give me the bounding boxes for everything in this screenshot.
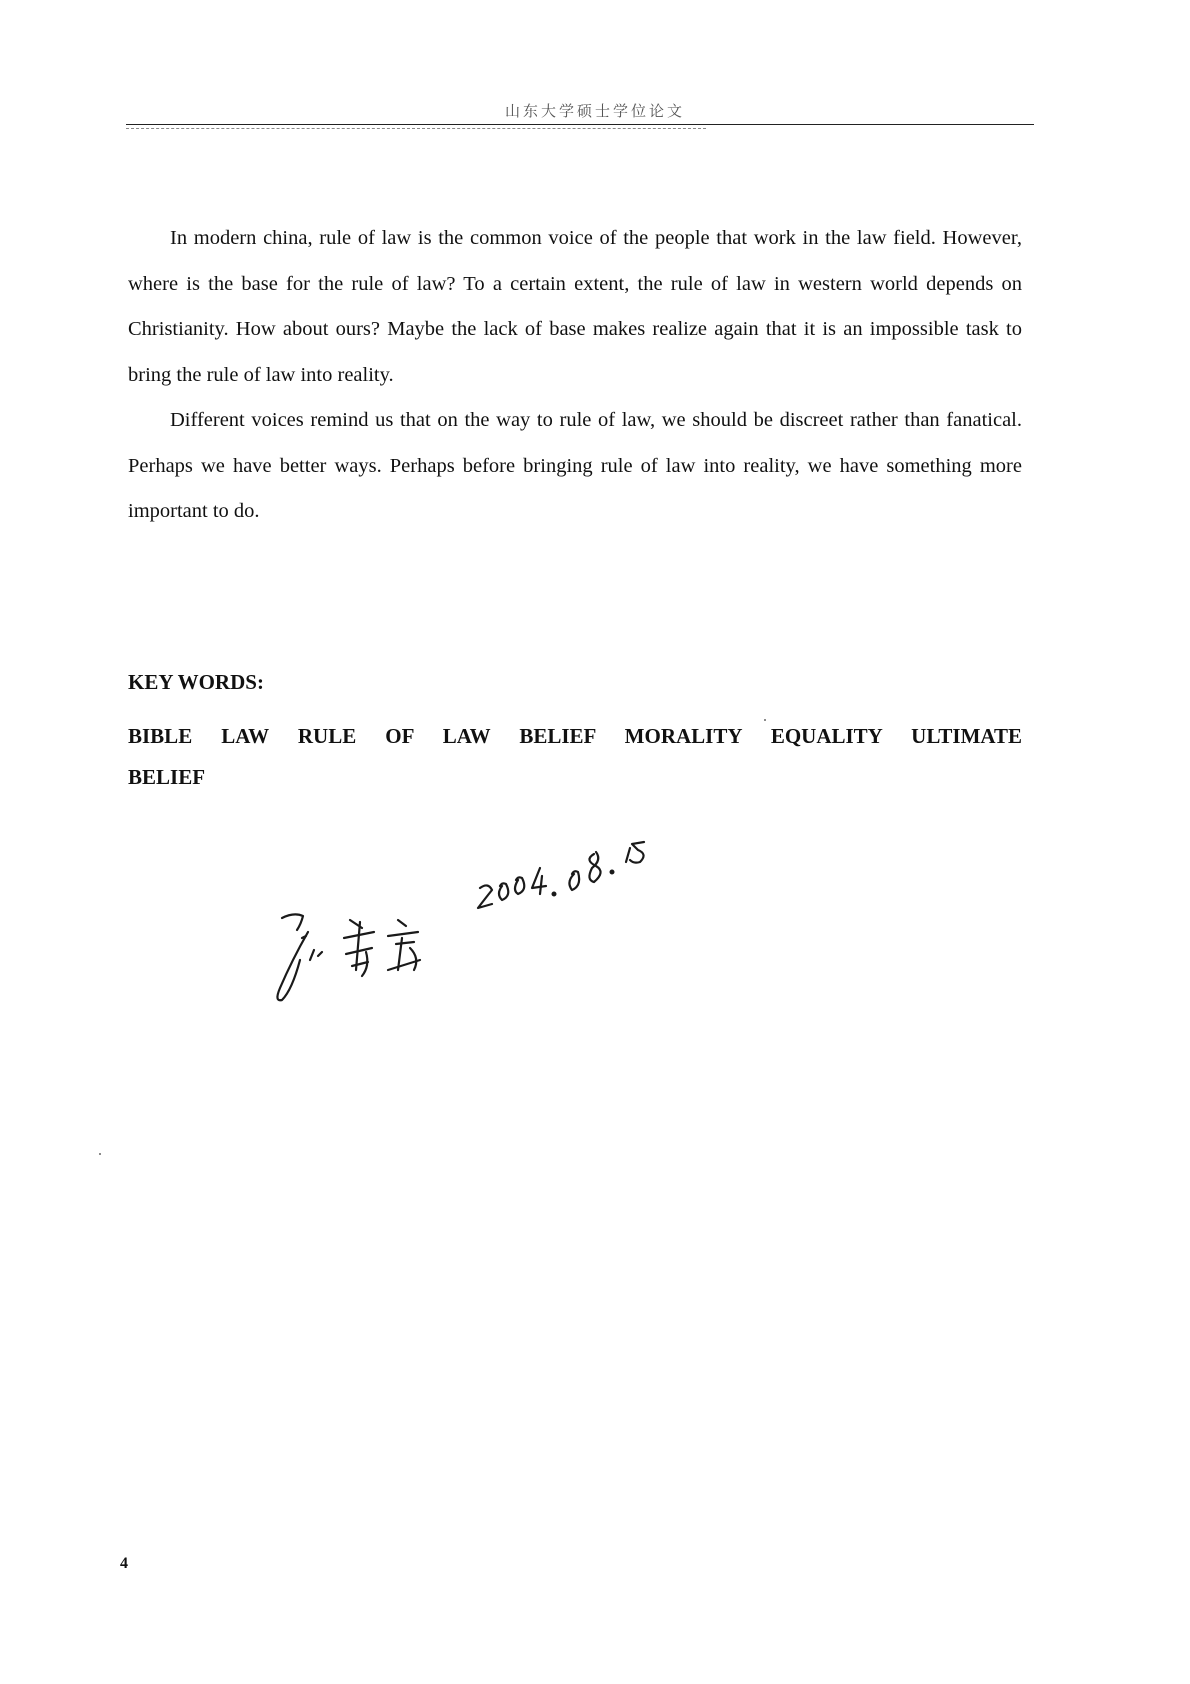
keywords-list — [128, 716, 1022, 798]
scan-speck — [764, 719, 766, 721]
keyword-item: BELIEF — [519, 724, 596, 748]
keyword-item: BIBLE LAW — [128, 724, 269, 748]
abstract-paragraph-2: Different voices remind us that on the way to rule of law, we should be discreet rather than fanatical. Perhaps we have better ways. Perhaps before bringing rule of law into reality, we have something more important to do. — [128, 409, 1022, 522]
abstract-body — [128, 216, 1022, 535]
header-rule-secondary — [126, 128, 706, 129]
scan-speck — [99, 1153, 101, 1155]
handwritten-signature — [270, 820, 730, 1020]
running-header: 山东大学硕士学位论文 — [504, 102, 685, 120]
keyword-item: ULTIMATE BELIEF — [128, 724, 1023, 789]
abstract-paragraph-1: In modern china, rule of law is the common voice of the people that work in the law field. However, where is the base for the rule of law? To a certain extent, the rule of law in western world depends on Christianity. How about ours? Maybe the lack of base makes realize again that it is an impossible task to bring the rule of law into reality. — [128, 227, 1022, 386]
keyword-item: MORALITY — [624, 724, 742, 748]
header-rule — [126, 124, 1034, 125]
keyword-item: RULE OF LAW — [297, 724, 491, 748]
page-number: 4 — [120, 1555, 128, 1572]
keyword-item: EQUALITY — [770, 724, 883, 748]
keywords-heading: KEY WORDS: — [128, 670, 264, 694]
